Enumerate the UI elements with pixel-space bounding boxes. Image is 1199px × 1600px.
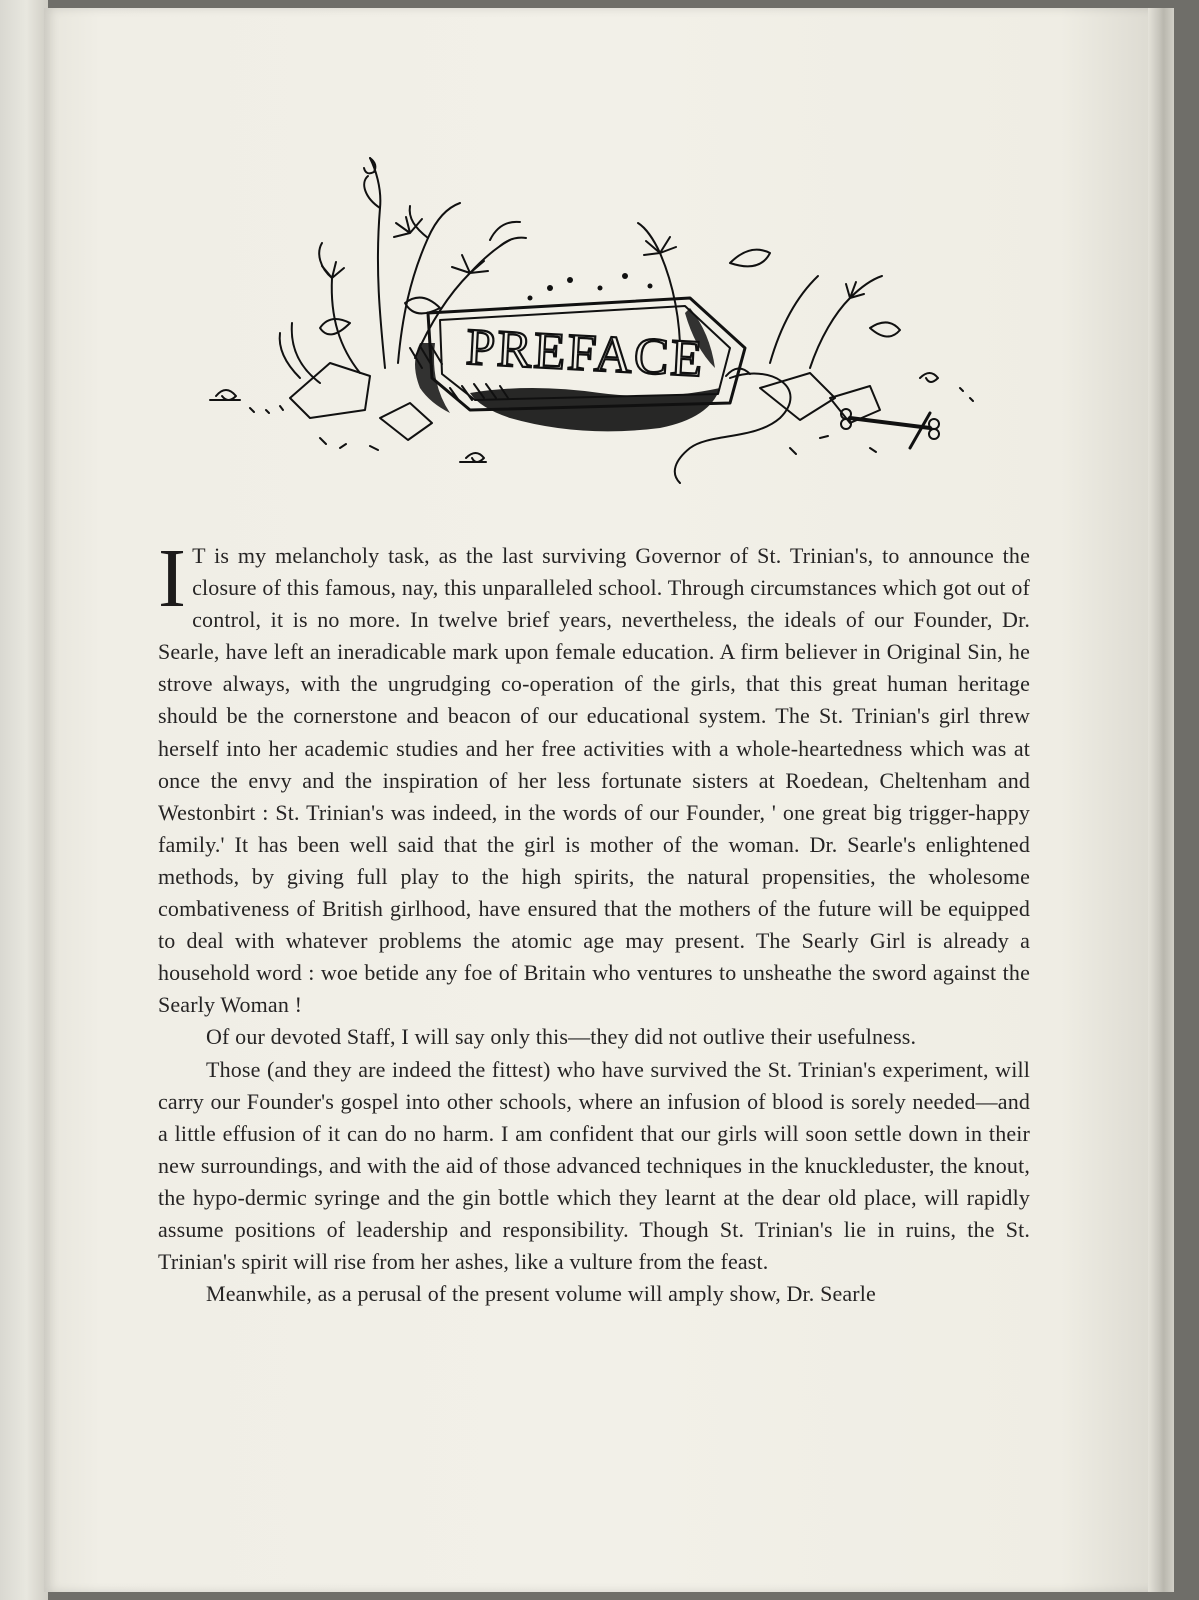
preface-ornament-illustration — [170, 148, 990, 488]
paragraph-4: Meanwhile, as a perusal of the present volume will amply show, Dr. Searle — [206, 1281, 876, 1307]
paragraph-1 — [158, 532, 1030, 1021]
preface-text — [158, 532, 1030, 1310]
ornament-drawing — [170, 148, 990, 488]
paragraph-2: Of our devoted Staff, I will say only this—they did not outlive their usefulness. — [206, 1024, 917, 1050]
paragraph-3: Those (and they are indeed the fittest) who have survived the St. Trinian's experiment, will carry our Founder's gospel into other schools, where an infusion of blood is sorely needed—and a little effusion of it can do no harm. I am confident that our girls will soon settle down in their new surroundings, and with the aid of those advanced techniques in the knuckleduster, the knout, the hypo-dermic syringe and the gin bottle which they learnt at the dear old place, will rapidly assume positions of leadership and responsibility. Though St. Trinian's lie in ruins, the St. Trinian's spirit will rise from her ashes, like a vulture from the feast. — [158, 1056, 1030, 1275]
preface-heading: PREFACE — [464, 318, 706, 389]
book-spine — [0, 0, 48, 1600]
page-edge — [1148, 8, 1174, 1592]
paragraph-1-text: T is my melancholy task, as the last surviving Governor of St. Trinian's, to announce the closure of this famous, nay, this unparalleled school. Through circumstances which got out of control, it is no more. In twelve brief years, nevertheless, the ideals of our Founder, Dr. Searle, have left an ineradicable mark upon female education. A firm believer in Original Sin, he strove always, with the ungrudging co-operation of the girls, that this great human heritage should be the cornerstone and beacon of our educational system. The St. Trinian's girl threw herself into her academic studies and her free activities with a whole-heartedness which was at once the envy and the inspiration of her less fortunate sisters at Roedean, Cheltenham and Westonbirt : St. Trinian's was indeed, in the words of our Founder, ' one great big trigger-happy family.' It has been well said that the girl is mother of the woman. Dr. Searle's enlightened methods, by giving full play to the high spirits, the natural propensities, the wholesome combativeness of British girlhood, have ensured that the mothers of the future will be equipped to deal with whatever problems the atomic age may present. The Searly Girl is already a household word : woe betide any foe of Britain who ventures to unsheathe the sword against the Searly Woman ! — [158, 543, 1030, 1018]
drop-cap: I — [158, 532, 187, 625]
